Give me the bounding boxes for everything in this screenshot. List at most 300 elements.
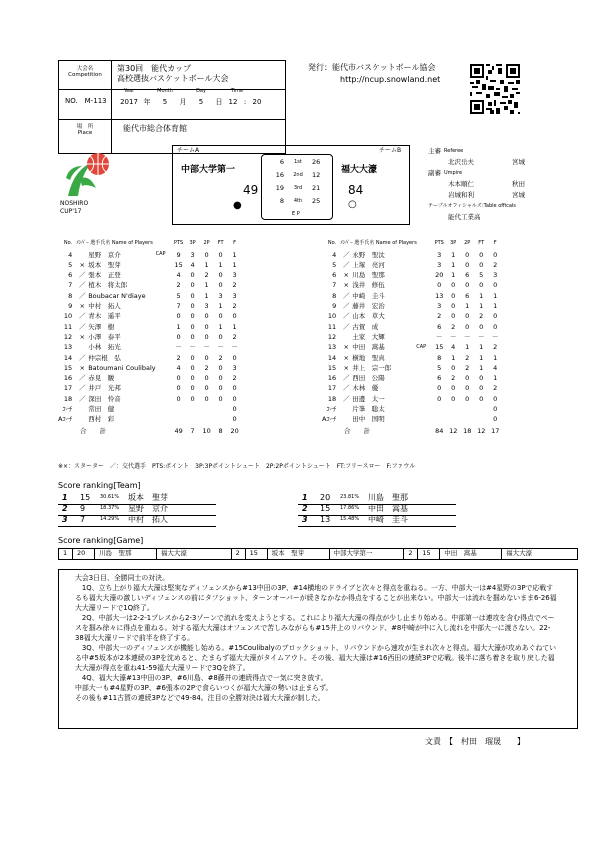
period-row [262,172,334,179]
player-status-mark: ／ [342,394,350,403]
player-p2 [460,404,474,414]
referee-label-en: Referee [444,148,464,154]
player-status-mark [76,250,88,260]
captain-badge [416,301,432,311]
publisher-url[interactable]: http://ncup.snowland.net [340,75,441,84]
team-a-score: 49 [243,183,259,197]
col-header-p3: 3P [450,240,457,247]
player-status-mark: ／ [78,271,86,280]
player-status-mark [340,415,352,425]
player-status-mark: ／ [78,394,86,403]
year-value: 2017 [120,98,138,106]
player-status-mark [340,332,352,342]
captain-badge [416,322,432,332]
player-pts: 1 [176,322,181,331]
player-p2: 2 [204,363,209,372]
total-ft: 12 [477,427,486,436]
player-ft: 5 [479,271,484,280]
player-number: 4 [332,250,337,259]
player-name: 矢澤 樹 [88,322,115,331]
player-f: 2 [493,384,498,393]
player-status-mark: × [343,363,349,372]
total-row [322,425,502,435]
date-headers [117,89,285,95]
player-row [58,332,242,342]
team-a-label: チームA [177,147,200,154]
player-number: 11 [327,322,337,331]
player-ft: 0 [218,394,223,403]
player-pts: 3 [437,250,442,259]
col-header-p2: 2P [203,240,210,247]
player-status-mark: ／ [342,384,350,393]
player-name: 中村 拓人 [88,302,121,311]
period-score-a: 8 [279,197,284,205]
period-score-a: 6 [279,158,284,166]
player-p3: 0 [190,384,195,393]
player-ft [214,404,228,414]
report-paragraph: 2Q、中部大一は2-2-1プレスから2-3ゾーンで流れを変えようとする。これにより福大大濠の得点が少し止まり始める。中部第一は連攻を含む得点でペースを掴み徐々に得点を重ねる。対する福大大濠はオフェンスで苦しみながらも#15井上のリバウンド、#8中崎が中に入し流れを中部大一に渡さない。22-38福大大濠リードで前半を終了する。 [75,614,555,642]
player-number: ｺｰﾁ [62,405,73,414]
col-header-p2: 2P [464,240,471,247]
player-number: 18 [327,394,337,403]
player-status-mark: ／ [342,260,350,269]
team-b-name: 福大大濠 [341,165,378,175]
player-p2 [460,415,474,425]
player-name: 片峯 聡太 [352,405,385,414]
player-row [322,260,502,270]
player-ft: 0 [479,394,484,403]
player-f: 0 [232,394,237,403]
ranking-player-number: 9 [80,504,86,513]
player-p2 [200,404,214,414]
game-number: NO. M-113 [65,97,107,105]
game-info-box [58,60,286,154]
player-name: 西村 彩 [88,415,115,424]
player-name: 山本 草大 [352,312,385,321]
player-name: 古賀 成 [352,322,379,331]
player-pts: 3 [437,302,442,311]
player-p3: 0 [190,271,195,280]
team-ranking-item [58,505,288,515]
player-pts: 13 [435,291,444,300]
player-p2: 2 [465,363,470,372]
player-f: 0 [493,322,498,331]
player-status-mark: × [79,332,85,341]
player-name: 坂本 聖芽 [88,260,121,269]
player-pts: 8 [437,353,442,362]
player-p2: 0 [204,250,209,259]
player-p3: 0 [190,363,195,372]
player-name: 永野 聖汰 [352,250,385,259]
player-number: 17 [63,384,73,393]
player-row [322,363,502,373]
player-status-mark: × [343,353,349,362]
period-label: 3rd [293,185,303,191]
player-status-mark: ／ [78,353,86,362]
captain-badge [416,271,432,281]
report-paragraph: 中部大一も#4星野の3P、#6張本の2Pで食らいつくが福大大濠の勢いは止まらず。 [75,684,333,692]
player-name: 青木 遥平 [88,312,121,321]
ranking-player-name: 中村 拓人 [128,515,168,524]
player-p2: 0 [204,353,209,362]
player-status-mark: ／ [342,291,350,300]
captain-badge [156,291,172,301]
captain-badge: CAP [155,251,166,258]
period-score-a: 19 [275,184,284,192]
competition-label-jp: 大会名 [76,66,94,72]
player-p2 [200,415,214,425]
player-number: 13 [327,343,337,352]
captain-badge [156,281,172,291]
player-p2: 0 [465,312,470,321]
player-p2: 2 [465,353,470,362]
player-p2: 3 [204,302,209,311]
period-row [262,159,334,166]
captain-badge [416,394,432,404]
player-name: 横地 聖真 [352,353,385,362]
player-ft: 0 [479,250,484,259]
logo-caption [60,200,88,216]
total-f: 20 [230,427,239,436]
player-row [58,343,242,353]
player-pts [172,404,186,414]
player-name: 植木 将太郎 [88,281,128,290]
player-p2: 6 [465,271,470,280]
player-p3: 1 [451,250,456,259]
captain-badge [156,332,172,342]
player-ft: 0 [218,363,223,372]
player-name: 田中 国明 [352,415,385,424]
game-rank-points: 15 [418,549,440,559]
umpire-name: 岩城和利 [448,191,474,199]
player-status-mark: × [343,281,349,290]
captain-badge [416,281,432,291]
player-p3: 2 [451,374,456,383]
player-ft: 0 [479,260,484,269]
game-rank-team: 中部大学第一 [330,549,405,559]
logo-line1: NOSHIRO [60,200,89,207]
report-paragraph: 1Q、立ち上がり福大大濠は堅実なディフェンスから#13中田の3P、#14横地のドライブと次々と得点を重ねる。一方、中部大一は#4星野の3Pで応戦するも福大大濠の激しいディフェンスの前にタフショット、ターンオーバーが続きなかなか得点をすることが出来ない。中部大一は流れを掴めないまま6-26福大大濠リードで1Q終了。 [75,584,557,612]
player-row [322,291,502,301]
total-label: 合 計 [80,427,106,436]
player-row [58,301,242,311]
player-status-mark: × [79,363,85,372]
score-percentage: 23.81% [340,494,360,500]
rank-number: 1 [302,493,308,502]
player-f: 0 [232,312,237,321]
player-pts: 0 [437,384,442,393]
ranking-player-name: 坂本 聖芽 [128,493,168,502]
player-f: 0 [232,353,237,362]
competition-name-line2: 高校選抜バスケットボール大会 [117,74,229,83]
game-rank-name: 中田 嵩基 [440,549,502,559]
ranking-player-name: 中崎 圭斗 [368,515,408,524]
player-pts: 4 [176,363,181,372]
player-p2: 2 [204,271,209,280]
player-ft: 3 [218,291,223,300]
report-writer: 文責 【 村田 瑠晟 】 [425,737,525,746]
competition-name-line1: 第30回 能代カップ [117,64,192,73]
player-pts: － [175,343,182,352]
player-status-mark: ／ [78,384,86,393]
period-row [262,185,334,192]
player-number: 8 [332,291,337,300]
player-p2: 0 [204,394,209,403]
team-ranking-block [58,494,578,530]
player-ft: 0 [218,374,223,383]
col-header-no: No. [327,240,337,247]
player-row [322,404,502,414]
score-percentage: 18.37% [100,505,120,511]
game-rank-name: 川島 聖那 [95,549,157,559]
player-ft: 0 [218,332,223,341]
player-pts: 0 [176,384,181,393]
player-name: 木林 優 [352,384,379,393]
captain-badge [156,271,172,281]
player-p3 [186,415,200,425]
ranking-player-number: 15 [80,493,91,502]
player-row [58,312,242,322]
player-ft: 0 [218,281,223,290]
col-header-f: F [493,240,497,247]
player-status-mark [76,415,88,425]
time-header: Time [230,88,244,94]
captain-badge [416,250,432,260]
umpire-name: 木本順仁 [448,180,474,188]
player-number: 11 [63,322,73,331]
player-p3: 0 [451,394,456,403]
score-percentage: 15.48% [340,516,360,522]
player-p2: 0 [204,322,209,331]
player-p3: 3 [190,250,195,259]
player-pts: 20 [435,271,444,280]
player-p3: 4 [451,343,456,352]
player-row [58,384,242,394]
player-f: 1 [493,374,498,383]
player-pts: 15 [174,260,183,269]
player-name: 赤見 駿 [88,374,115,383]
player-pts: 3 [437,260,442,269]
player-pts: 0 [176,332,181,341]
game-rank: 2 [404,549,418,559]
win-mark-icon: ○ [348,199,357,210]
player-name: 浅井 修伍 [352,281,385,290]
player-status-mark: ／ [342,322,350,331]
player-row [322,343,502,353]
player-number: 4 [68,250,73,259]
team-b-score: 84 [348,183,364,197]
player-row [322,384,502,394]
player-f: 0 [232,415,237,424]
player-p2: 1 [204,260,209,269]
player-row [58,271,242,281]
player-p3: 0 [451,363,456,372]
player-number: 15 [63,363,73,372]
stats-legend: ※×：スターター ／：交代選手 PTS:ポイント 3P:3Pポイントシュート 2P:2Pポイントシュート FT:フリースロー F:ファウル [58,463,416,470]
player-row [58,394,242,404]
total-p2: 18 [463,427,472,436]
player-pts: 6 [437,374,442,383]
captain-badge [416,312,432,322]
player-p2: 0 [204,384,209,393]
captain-badge [416,291,432,301]
player-name: 張本 正登 [88,271,121,280]
player-pts: 0 [437,281,442,290]
ranking-player-name: 川島 聖那 [368,493,408,502]
player-name: 田邊 太一 [352,394,385,403]
player-name: 星野 京介 [88,250,121,259]
captain-badge [156,322,172,332]
player-number: 7 [68,281,73,290]
player-pts: 5 [176,291,181,300]
captain-badge [156,363,172,373]
player-p3 [446,404,460,414]
player-f: 3 [232,363,237,372]
umpire-label: 副審 [428,169,441,177]
player-f: 3 [493,271,498,280]
player-p3: 0 [190,312,195,321]
score-panel [172,145,410,225]
player-name: 中崎 圭斗 [352,291,385,300]
day-unit: 日 [215,98,223,106]
player-pts: 2 [437,312,442,321]
team-a-player-table [58,238,242,435]
player-p2: 1 [204,291,209,300]
player-name: 小澤 泰平 [88,332,121,341]
player-pts: 7 [176,302,181,311]
report-paragraph: 3Q、中部大一のディフェンスが機能し始める。#15Coulibalyのブロックショット、リバウンドから速攻が生まれ次々と得点。福大大濠が攻めあぐねている中#5坂本が2本連続の3Pを沈めると、たまらず福大大濠がタイムアウト。その後、福大大濠は#16西田の連続3Pで応戦。後半に落ち着きを取り戻した福大大濠が得点を重ね41-59福大大濠リードで3Qを終了。 [75,644,556,672]
player-ft: 0 [218,312,223,321]
player-p2: 1 [465,343,470,352]
venue-name: 能代市総合体育館 [123,124,187,133]
player-ft: 2 [479,312,484,321]
total-row [58,425,242,435]
captain-badge [156,353,172,363]
player-ft: 1 [479,353,484,362]
hour-value: 12 [228,98,238,106]
player-number: Aｺｰﾁ [322,415,337,424]
total-ft: 8 [218,427,223,436]
period-row [262,198,334,205]
player-name: 深田 怜音 [88,394,121,403]
player-row [58,291,242,301]
total-p2: 10 [202,427,211,436]
captain-badge [156,343,172,353]
game-rank: 1 [59,549,73,559]
player-ft: 0 [218,271,223,280]
player-p3: － [189,343,196,352]
table-officials-label: テーブルオフィシャルズ [428,203,482,209]
player-number: 12 [63,332,73,341]
player-status-mark: ／ [78,374,86,383]
player-status-mark: ／ [78,312,86,321]
player-row [322,312,502,322]
player-row [58,250,242,260]
player-p3: 0 [190,332,195,341]
month-header: Month [157,88,173,94]
player-ft: 1 [479,291,484,300]
player-p3: 0 [451,384,456,393]
player-p3: － [449,332,457,341]
player-ft: 1 [218,302,223,311]
col-header-f: F [233,240,237,247]
year-unit: 年 [143,98,151,106]
competition-label [59,66,111,79]
player-f: 0 [493,312,498,321]
team-b-label: チームB [379,147,402,154]
player-p3 [446,415,460,425]
player-p3: 0 [190,281,195,290]
player-p2: 0 [465,260,470,269]
month-unit: 月 [179,98,187,106]
player-f: 4 [493,363,498,372]
rank-number: 1 [62,493,68,502]
ranking-underline [58,526,216,527]
ranking-player-name: 中田 嵩基 [368,504,408,513]
player-status-mark: ／ [78,291,86,300]
player-row [58,415,242,425]
player-f: 1 [232,322,237,331]
captain-badge [416,415,432,425]
player-number: 5 [68,260,73,269]
player-p3: 0 [451,281,456,290]
player-ft: 1 [479,343,484,352]
player-number: ｺｰﾁ [326,405,337,414]
day-header: Day [196,88,206,94]
game-rank-team: 福大大濠 [506,549,533,558]
team-b-player-table [322,238,502,435]
place-label-en: Place [77,130,93,137]
period-score-b: 25 [312,197,321,205]
player-ft [474,404,488,414]
player-number: 6 [332,271,337,280]
game-rank-points: 15 [246,549,268,559]
qr-code-icon [470,64,520,114]
total-f: 17 [491,427,500,436]
player-p3: 0 [451,312,456,321]
player-ft: 1 [479,302,484,311]
player-name: 川島 聖那 [352,271,385,280]
umpire-prefecture: 秋田 [512,180,525,188]
referee-prefecture: 宮城 [512,158,525,166]
player-pts: 4 [176,271,181,280]
player-f: 1 [232,250,237,259]
player-number: 9 [68,302,73,311]
player-ft: 0 [218,384,223,393]
player-row [58,260,242,270]
ranking-player-number: 20 [320,493,331,502]
team-ranking-item [58,516,288,526]
player-number: 14 [63,353,73,362]
player-number: 18 [63,394,73,403]
umpire-prefecture: 宮城 [512,191,525,199]
player-number: 8 [68,291,73,300]
player-ft: 0 [479,374,484,383]
col-header-p3: 3P [189,240,196,247]
captain-badge [416,332,432,342]
player-name: Boubacar N'diaye [88,291,146,300]
player-status-mark: × [79,302,85,311]
year-header: Year [123,88,135,94]
col-header-name: ﾒﾝﾊﾞｰ 選手氏名 Name of Players [76,240,153,247]
player-status-mark: ／ [78,322,86,331]
player-f: 0 [493,405,498,414]
player-p3: 0 [190,302,195,311]
player-name: 土家 大輝 [352,332,385,341]
player-row [322,374,502,384]
player-ft: 1 [218,322,223,331]
player-p3: 0 [190,353,195,362]
